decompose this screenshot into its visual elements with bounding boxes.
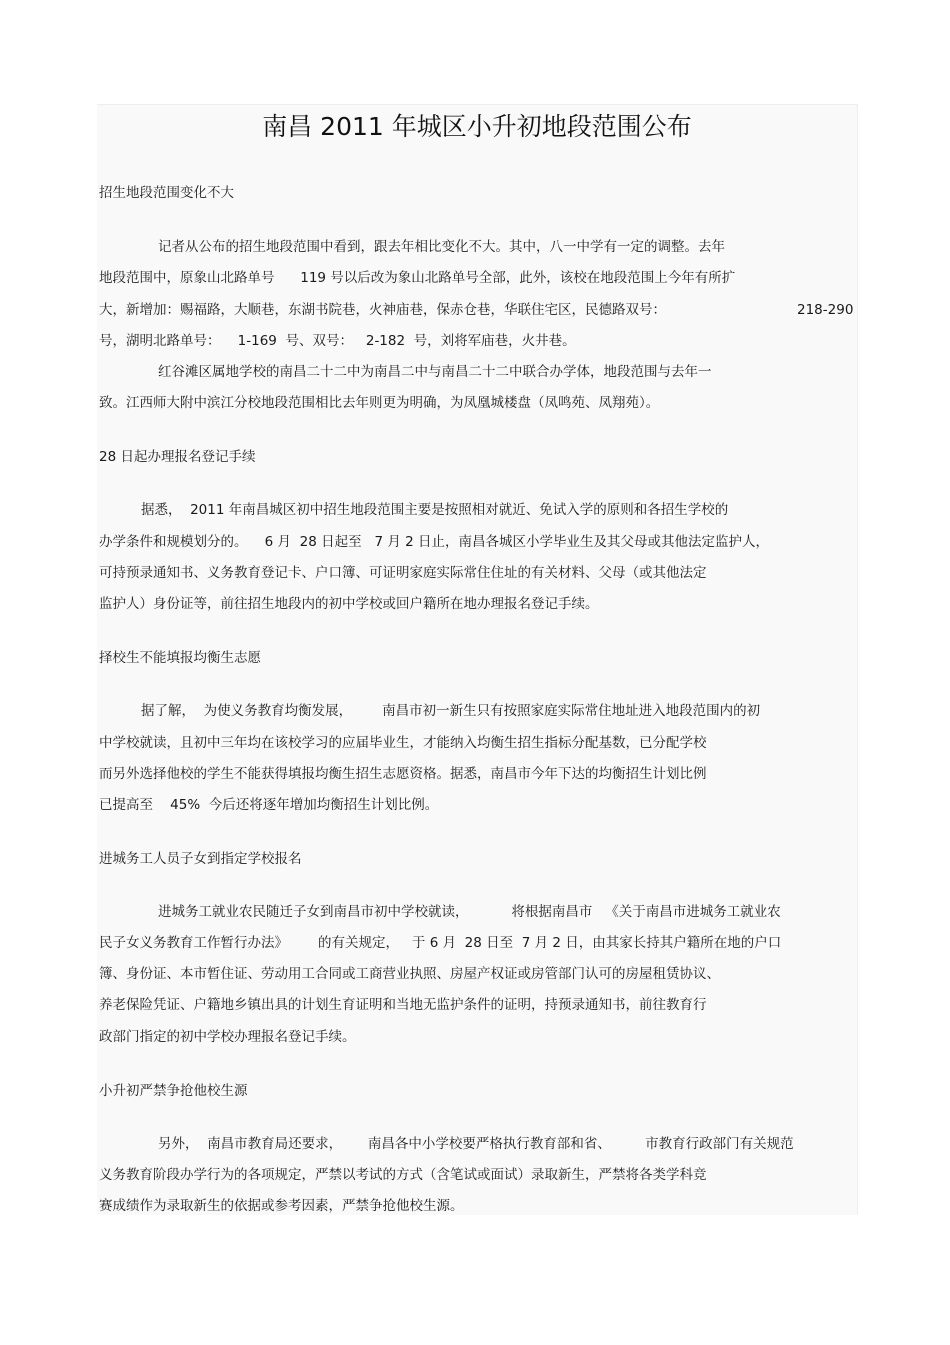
section-heading: 择校生不能填报均衡生志愿: [99, 650, 261, 666]
paragraph-line: 可持预录通知书、义务教育登记卡、户口簿、可证明家庭实际常住住址的有关材料、父母（或其他法定: [99, 565, 707, 581]
paragraph-line: 记者从公布的招生地段范围中看到，跟去年相比变化不大。其中，八一中学有一定的调整。去年: [158, 239, 725, 255]
section-heading: 小升初严禁争抢他校生源: [99, 1083, 248, 1099]
page-title: 南昌 2011 年城区小升初地段范围公布: [262, 112, 692, 141]
paragraph-line: 大，新增加：赐福路，大顺巷，东湖书院巷，火神庙巷，保赤仓巷，华联住宅区，民德路双号：: [99, 302, 666, 318]
paragraph-line: 进城务工就业农民随迁子女到南昌市初中学校就读， 将根据南昌市 《关于南昌市进城务工就业农: [158, 904, 781, 920]
paragraph-line: 地段范围中，原象山北路单号 119 号以后改为象山北路单号全部，此外，该校在地段范围上今年有所扩: [99, 270, 736, 286]
paragraph-line: 据了解， 为使义务教育均衡发展， 南昌市初一新生只有按照家庭实际常住地址进入地段范围内的初: [141, 703, 761, 719]
paragraph-line: 养老保险凭证、户籍地乡镇出具的计划生育证明和当地无监护条件的证明，持预录通知书，前往教育行: [99, 997, 707, 1013]
paragraph-line: 民子女义务教育工作暂行办法》 的有关规定， 于 6 月 28 日至 7 月 2 日，由其家长持其户籍所在地的户口: [99, 935, 782, 951]
paragraph-line: 监护人）身份证等，前往招生地段内的初中学校或回户籍所在地办理报名登记手续。: [99, 596, 599, 612]
section-heading: 招生地段范围变化不大: [99, 185, 234, 201]
paragraph-line: 红谷滩区属地学校的南昌二十二中为南昌二中与南昌二十二中联合办学体，地段范围与去年一: [158, 364, 712, 380]
section-heading: 28 日起办理报名登记手续: [99, 449, 256, 465]
paragraph-line: 另外， 南昌市教育局还要求， 南昌各中小学校要严格执行教育部和省、 市教育行政部门有关规范: [158, 1136, 794, 1152]
paragraph-line: 而另外选择他校的学生不能获得填报均衡生招生志愿资格。据悉，南昌市今年下达的均衡招生计划比例: [99, 766, 707, 782]
paragraph-line: 赛成绩作为录取新生的依据或参考因素，严禁争抢他校生源。: [99, 1198, 464, 1214]
paragraph-line: 218-290: [797, 302, 854, 318]
paragraph-line: 已提高至 45% 今后还将逐年增加均衡招生计划比例。: [99, 797, 439, 813]
paragraph-line: 致。江西师大附中滨江分校地段范围相比去年则更为明确，为凤凰城楼盘（凤鸣苑、凤翔苑）。: [99, 395, 660, 411]
paragraph-line: 中学校就读，且初中三年均在该校学习的应届毕业生，才能纳入均衡生招生指标分配基数，已分配学校: [99, 735, 707, 751]
paragraph-line: 政部门指定的初中学校办理报名登记手续。: [99, 1029, 356, 1045]
paragraph-line: 簿、身份证、本市暂住证、劳动用工合同或工商营业执照、房屋产权证或房管部门认可的房屋租赁协议、: [99, 966, 720, 982]
paragraph-line: 号，湖明北路单号： 1-169 号、双号： 2-182 号，刘将军庙巷，火井巷。: [99, 333, 576, 349]
paragraph-line: 办学条件和规模划分的。 6 月 28 日起至 7 月 2 日止，南昌各城区小学毕业生及其父母或其他法定监护人，: [99, 534, 770, 550]
section-heading: 进城务工人员子女到指定学校报名: [99, 851, 302, 867]
paragraph-line: 据悉， 2011 年南昌城区初中招生地段范围主要是按照相对就近、免试入学的原则和各招生学校的: [141, 502, 729, 518]
paragraph-line: 义务教育阶段办学行为的各项规定，严禁以考试的方式（含笔试或面试）录取新生，严禁将各类学科竞: [99, 1167, 707, 1183]
